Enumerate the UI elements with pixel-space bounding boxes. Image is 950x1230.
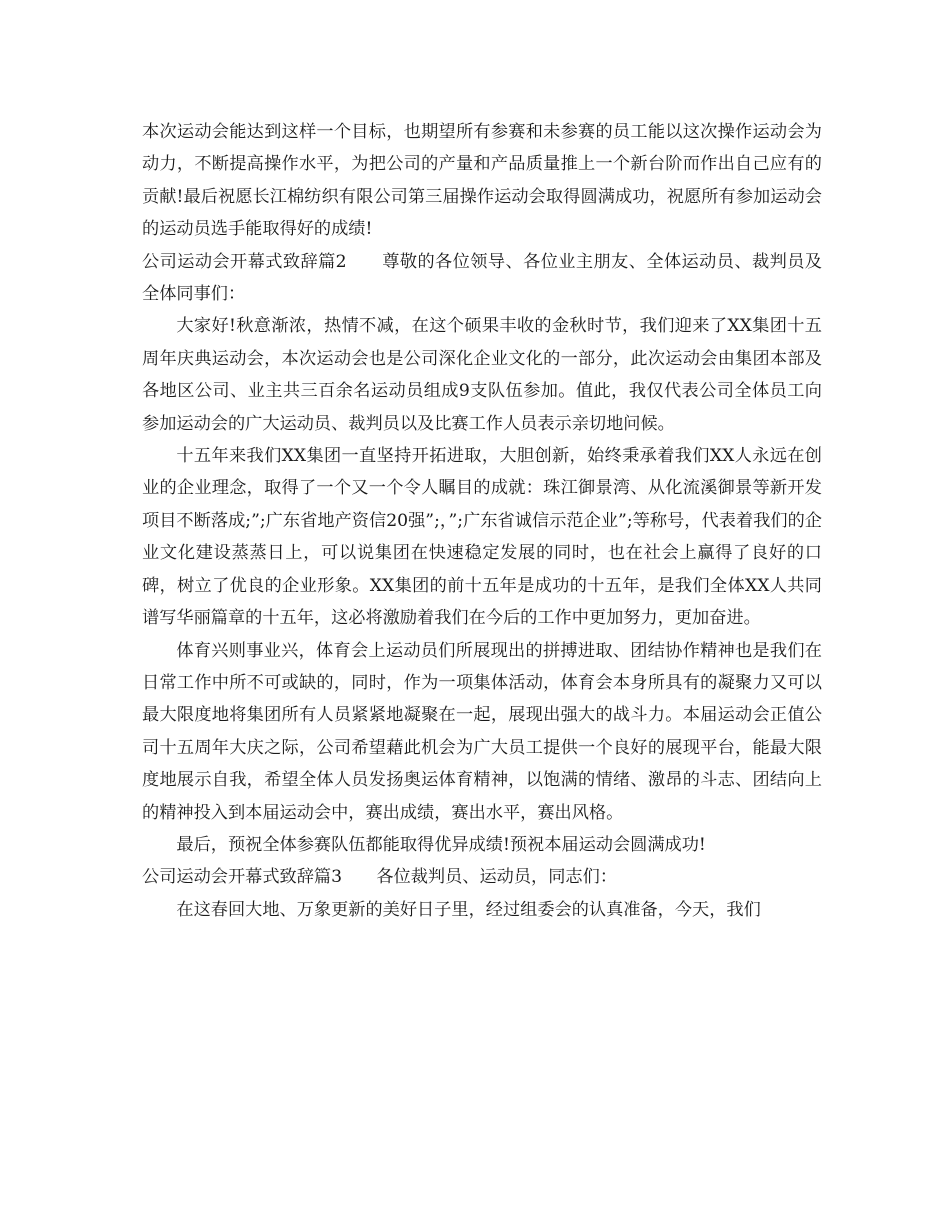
paragraph-sports-spirit: 体育兴则事业兴，体育会上运动员们所展现出的拼搏进取、团结协作精神也是我们在日常工作中所不可或缺的，同时，作为一项集体活动，体育会本身所具有的凝聚力又可以最大限度地将集团所有人员紧紧地凝聚在一起，展现出强大的战斗力。本届运动会正值公司十五周年大庆之际，公司希望藉此机会为广大员工提供一个良好的展现平台，能最大限度地展示自我，希望全体人员发扬奥运体育精神，以饱满的情绪、激昂的斗志、团结向上的精神投入到本届运动会中，赛出成绩，赛出水平，赛出风格。 (142, 640, 822, 823)
section-heading-2: 公司运动会开幕式致辞篇2 尊敬的各位领导、各位业主朋友、全体运动员、裁判员及全体同事们： (142, 251, 822, 305)
paragraph-history: 十五年来我们XX集团一直坚持开拓进取，大胆创新，始终秉承着我们XX人永远在创业的企业理念，取得了一个又一个令人瞩目的成就：珠江御景湾、从化流溪御景等新开发项目不断落成;”;广东省地产资信20强”;，”;广东省诚信示范企业”;等称号，代表着我们的企业文化建设蒸蒸日上，可以说集团在快速稳定发展的同时，也在社会上赢得了良好的口碑，树立了优良的企业形象。XX集团的前十五年是成功的十五年，是我们全体XX人共同谱写华丽篇章的十五年，这必将激励着我们在今后的工作中更加努力，更加奋进。 (142, 446, 822, 629)
document-body (142, 116, 822, 926)
section-heading-3: 公司运动会开幕式致辞篇3 各位裁判员、运动员，同志们： (142, 867, 618, 888)
paragraph-opening: 在这春回大地、万象更新的美好日子里，经过组委会的认真准备，今天，我们 (176, 899, 761, 920)
paragraph-greeting: 大家好!秋意渐浓，热情不减，在这个硕果丰收的金秋时节，我们迎来了XX集团十五周年庆典运动会，本次运动会也是公司深化企业文化的一部分，此次运动会由集团本部及各地区公司、业主共三百余名运动员组成9支队伍参加。值此，我仅代表公司全体员工向参加运动会的广大运动员、裁判员以及比赛工作人员表示亲切地问候。 (142, 316, 822, 434)
paragraph-closing: 最后，预祝全体参赛队伍都能取得优异成绩!预祝本届运动会圆满成功! (176, 834, 706, 855)
paragraph-continuation: 本次运动会能达到这样一个目标，也期望所有参赛和未参赛的员工能以这次操作运动会为动力，不断提高操作水平，为把公司的产量和产品质量推上一个新台阶而作出自己应有的贡献!最后祝愿长江棉纺织有限公司第三届操作运动会取得圆满成功，祝愿所有参加运动会的运动员选手能取得好的成绩! (142, 122, 822, 240)
